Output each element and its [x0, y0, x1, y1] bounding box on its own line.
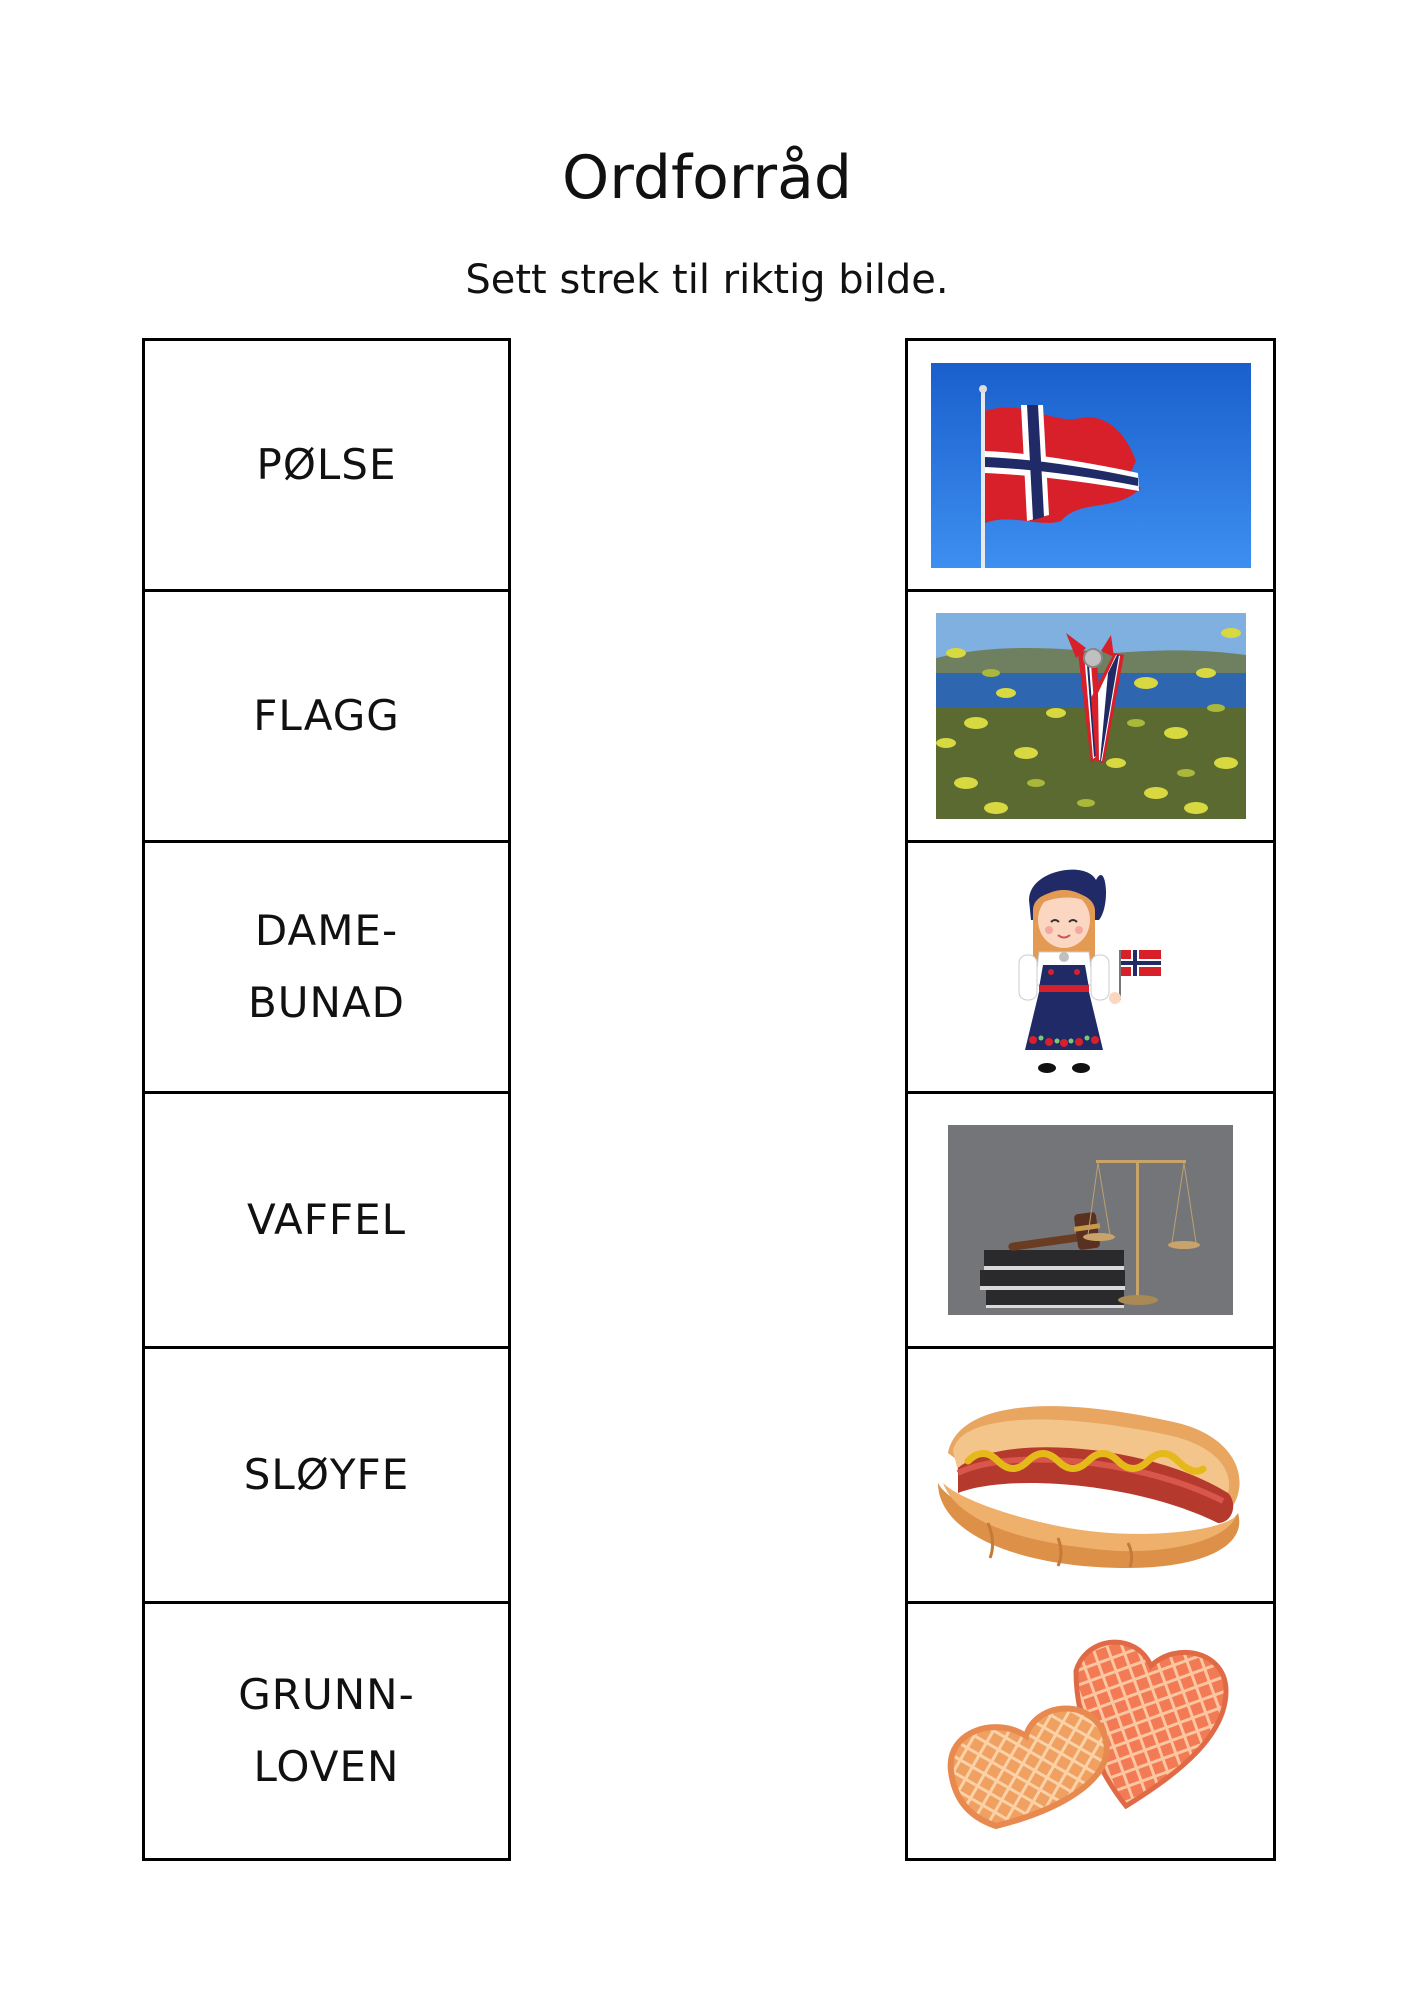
ribbon-bow-picture[interactable] [905, 589, 1276, 843]
girl-in-bunad-icon [1011, 860, 1171, 1075]
word-cell-5[interactable] [142, 1346, 511, 1604]
bow-icon [936, 613, 1246, 819]
page-instruction: Sett strek til riktig bilde. [465, 257, 949, 303]
word-cell-3[interactable] [142, 840, 511, 1094]
gavel-and-scales-icon [948, 1125, 1233, 1315]
norwegian-flag-picture[interactable] [905, 338, 1276, 592]
word-label-6: GRUNN- LOVEN [238, 1670, 415, 1791]
bunad-girl-picture[interactable] [905, 840, 1276, 1094]
flag-icon [931, 363, 1251, 568]
word-cell-6[interactable] [142, 1601, 511, 1861]
hotdog-picture[interactable] [905, 1346, 1276, 1604]
law-scales-picture[interactable] [905, 1091, 1276, 1349]
word-label-1: PØLSE [256, 440, 397, 489]
page-title: Ordforråd [562, 143, 852, 213]
word-label-4: VAFFEL [246, 1195, 407, 1244]
word-label-5: SLØYFE [243, 1450, 410, 1499]
hotdog-icon [928, 1373, 1253, 1578]
word-label-3: DAME- BUNAD [247, 906, 406, 1027]
waffle-picture[interactable] [905, 1601, 1276, 1861]
word-cell-1[interactable] [142, 338, 511, 592]
word-label-2: FLAGG [253, 691, 400, 740]
waffle-icon [936, 1631, 1246, 1831]
word-cell-4[interactable] [142, 1091, 511, 1349]
word-cell-2[interactable] [142, 589, 511, 843]
